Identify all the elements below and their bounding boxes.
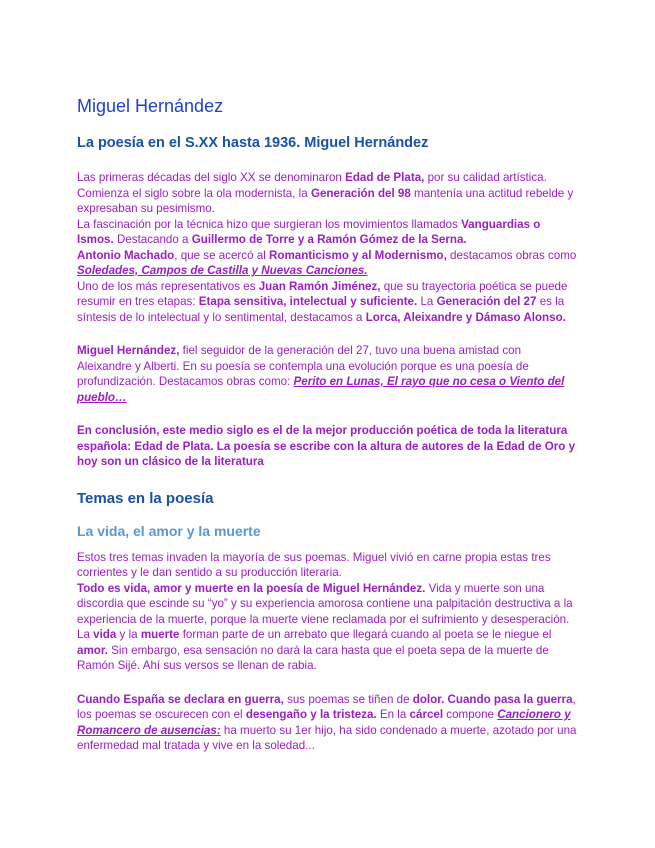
text-run: La bbox=[417, 295, 437, 308]
text-run: La bbox=[77, 628, 94, 641]
text-run: mantenía una actitud rebelde y expresaban su pesimismo. bbox=[77, 186, 574, 215]
section-heading-temas: Temas en la poesía bbox=[77, 489, 214, 507]
paragraph bbox=[77, 581, 577, 628]
paragraph bbox=[77, 170, 577, 217]
bold-text: dolor. Cuando pasa la guerra bbox=[412, 692, 573, 706]
bold-text: Juan Ramón Jiménez, bbox=[258, 279, 381, 293]
bold-text: amor. bbox=[77, 643, 108, 657]
bold-text: Cuando España se declara en guerra, bbox=[77, 692, 284, 706]
page-title: Miguel Hernández bbox=[77, 96, 224, 116]
bold-text: Vanguardias o Ismos. bbox=[77, 217, 541, 246]
document-body bbox=[77, 95, 577, 754]
text-run: fiel seguidor de la generación del 27, tuvo una buena amistad con Aleixandre y Alberti. En su poesía se contempla una evolución porque es una poesía de profundización. Destacamos obras como: bbox=[77, 344, 529, 388]
text-run: Vida y muerte son una discordia que escinde su “yo” y su experiencia amorosa contiene una palpitación destructiva a la experiencia de la muerte, porque la muerte viene reclamada por el sufrimiento y desesperación. bbox=[77, 581, 573, 626]
text-run: En la bbox=[376, 708, 410, 721]
bold-text: desengaño y la tristeza. bbox=[245, 708, 377, 721]
bold-text: En conclusión, este medio siglo es el de la mejor producción poética de toda la literatura española: Edad de Plata. La poesía se escribe con la altura de autores de la Edad de Oro y hoy son un clásico de la literatura bbox=[77, 424, 576, 468]
bold-text: Todo es vida, amor y muerte en la poesía de Miguel Hernández. bbox=[77, 581, 426, 595]
text-run: y la bbox=[116, 628, 141, 641]
text-run: Estos tres temas invaden la mayoría de sus poemas. Miguel vivió en carne propia estas tres corrientes y le dan sentido a su producción literaria. bbox=[77, 550, 551, 579]
paragraph bbox=[77, 627, 577, 674]
text-run: Destacando a bbox=[113, 233, 192, 246]
bold-text: cárcel bbox=[409, 708, 444, 721]
paragraph bbox=[77, 550, 577, 581]
text-run: compone bbox=[443, 708, 498, 721]
bold-text: vida bbox=[93, 628, 117, 641]
paragraph bbox=[77, 248, 577, 279]
text-run: ha muerto su 1er hijo, ha sido condenado a muerte, azotado por una enfermedad mal tratada y vive en la soledad... bbox=[77, 723, 577, 752]
paragraph bbox=[77, 423, 577, 470]
text-run: , los poemas se oscurecen con el bbox=[77, 692, 576, 721]
text-run: que su trayectoria poética se puede resumir en tres etapas: bbox=[77, 279, 568, 308]
bold-text: Miguel Hernández, bbox=[77, 344, 180, 357]
bold-text: Romanticismo y al Modernismo, bbox=[269, 248, 447, 262]
work-title: Perito en Lunas, El rayo que no cesa o Viento del pueblo… bbox=[77, 375, 565, 404]
bold-text: Guillermo de Torre y a Ramón Gómez de la Serna. bbox=[191, 233, 467, 246]
section-heading-poesia-sxx: La poesía en el S.XX hasta 1936. Miguel Hernández bbox=[77, 135, 429, 151]
paragraph bbox=[77, 692, 577, 754]
paragraph bbox=[77, 279, 577, 326]
text-run: es la síntesis de lo intelectual y lo sentimental, destacamos a bbox=[77, 295, 565, 324]
paragraph bbox=[77, 343, 577, 405]
bold-text: Edad de Plata, bbox=[345, 171, 425, 184]
text-run: , que se acercó al bbox=[174, 248, 270, 262]
subsection-heading-vida-amor-muerte: La vida, el amor y la muerte bbox=[77, 522, 261, 539]
text-run: Uno de los más representativos es bbox=[77, 279, 259, 293]
work-title: Cancionero y Romancero de ausencias: bbox=[77, 708, 571, 737]
text-run: destacamos obras como bbox=[446, 248, 577, 262]
text-run: Sin embargo, esa sensación no dará la cara hasta que el poeta sepa de la muerte de Ramón Sijé. Ahí sus versos se llenan de rabia. bbox=[77, 643, 549, 672]
work-title: Soledades, Campos de Castilla y Nuevas Canciones. bbox=[77, 264, 368, 277]
text-run: forman parte de un arrebato que llegará cuando al poeta se le niegue el bbox=[179, 628, 552, 641]
text-run: por su calidad artística. Comienza el siglo sobre la ola modernista, la bbox=[77, 171, 547, 200]
bold-text: Antonio Machado bbox=[77, 248, 175, 262]
text-run: La fascinación por la técnica hizo que surgieran los movimientos llamados bbox=[77, 217, 462, 231]
text-run: sus poemas se tiñen de bbox=[283, 692, 413, 706]
bold-text: muerte bbox=[140, 628, 180, 641]
bold-text: Generación del 98 bbox=[310, 186, 411, 200]
paragraph bbox=[77, 217, 577, 248]
bold-text: Lorca, Aleixandre y Dámaso Alonso. bbox=[365, 310, 566, 324]
text-run: Las primeras décadas del siglo XX se denominaron bbox=[77, 171, 346, 184]
bold-text: Generación del 27 bbox=[436, 295, 537, 308]
bold-text: Etapa sensitiva, intelectual y suficiente. bbox=[198, 295, 418, 308]
